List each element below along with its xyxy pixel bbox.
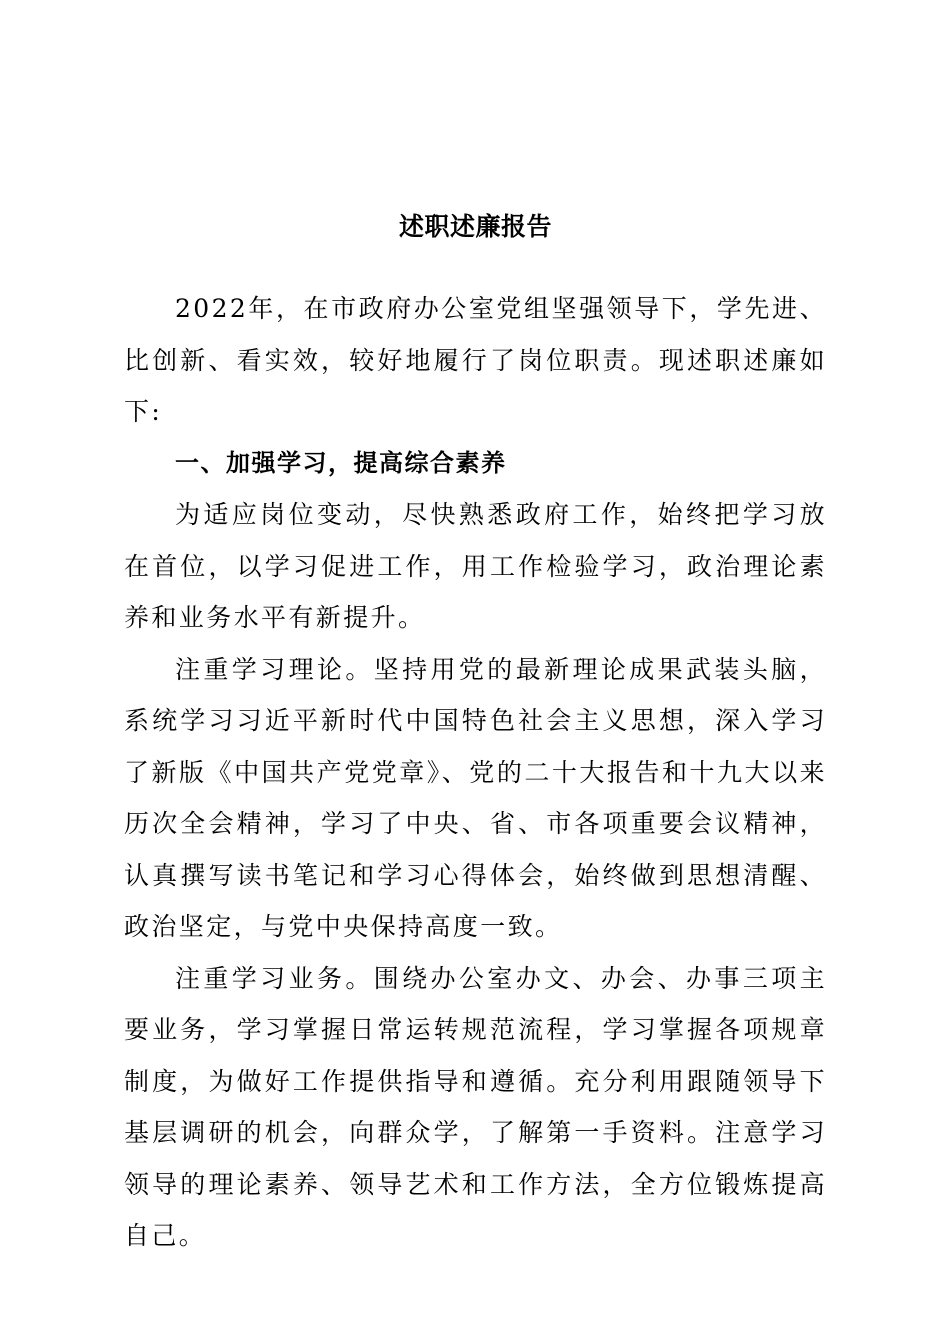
document-title: 述职述廉报告 <box>398 212 552 241</box>
section-1-summary-paragraph: 为适应岗位变动，尽快熟悉政府工作，始终把学习放在首位，以学习促进工作，用工作检验学习，政治理论素养和业务水平有新提升。 <box>124 500 827 632</box>
business-study-paragraph: 注重学习业务。围绕办公室办文、办会、办事三项主要业务，学习掌握日常运转规范流程，学习掌握各项规章制度，为做好工作提供指导和遵循。充分利用跟随领导下基层调研的机会，向群众学，了解第一手资料。注意学习领导的理论素养、领导艺术和工作方法，全方位锻炼提高自己。 <box>124 963 827 1250</box>
document-body <box>124 207 827 1262</box>
theory-study-paragraph: 注重学习理论。坚持用党的最新理论成果武装头脑，系统学习习近平新时代中国特色社会主义思想，深入学习了新版《中国共产党党章》、党的二十大报告和十九大以来历次全会精神，学习了中央、省、市各项重要会议精神，认真撰写读书笔记和学习心得体会，始终做到思想清醒、政治坚定，与党中央保持高度一致。 <box>124 654 827 941</box>
intro-paragraph: 2022年，在市政府办公室党组坚强领导下，学先进、比创新、看实效，较好地履行了岗位职责。现述职述廉如下: <box>124 294 827 426</box>
section-heading-1: 一、加强学习，提高综合素养 <box>175 448 507 477</box>
